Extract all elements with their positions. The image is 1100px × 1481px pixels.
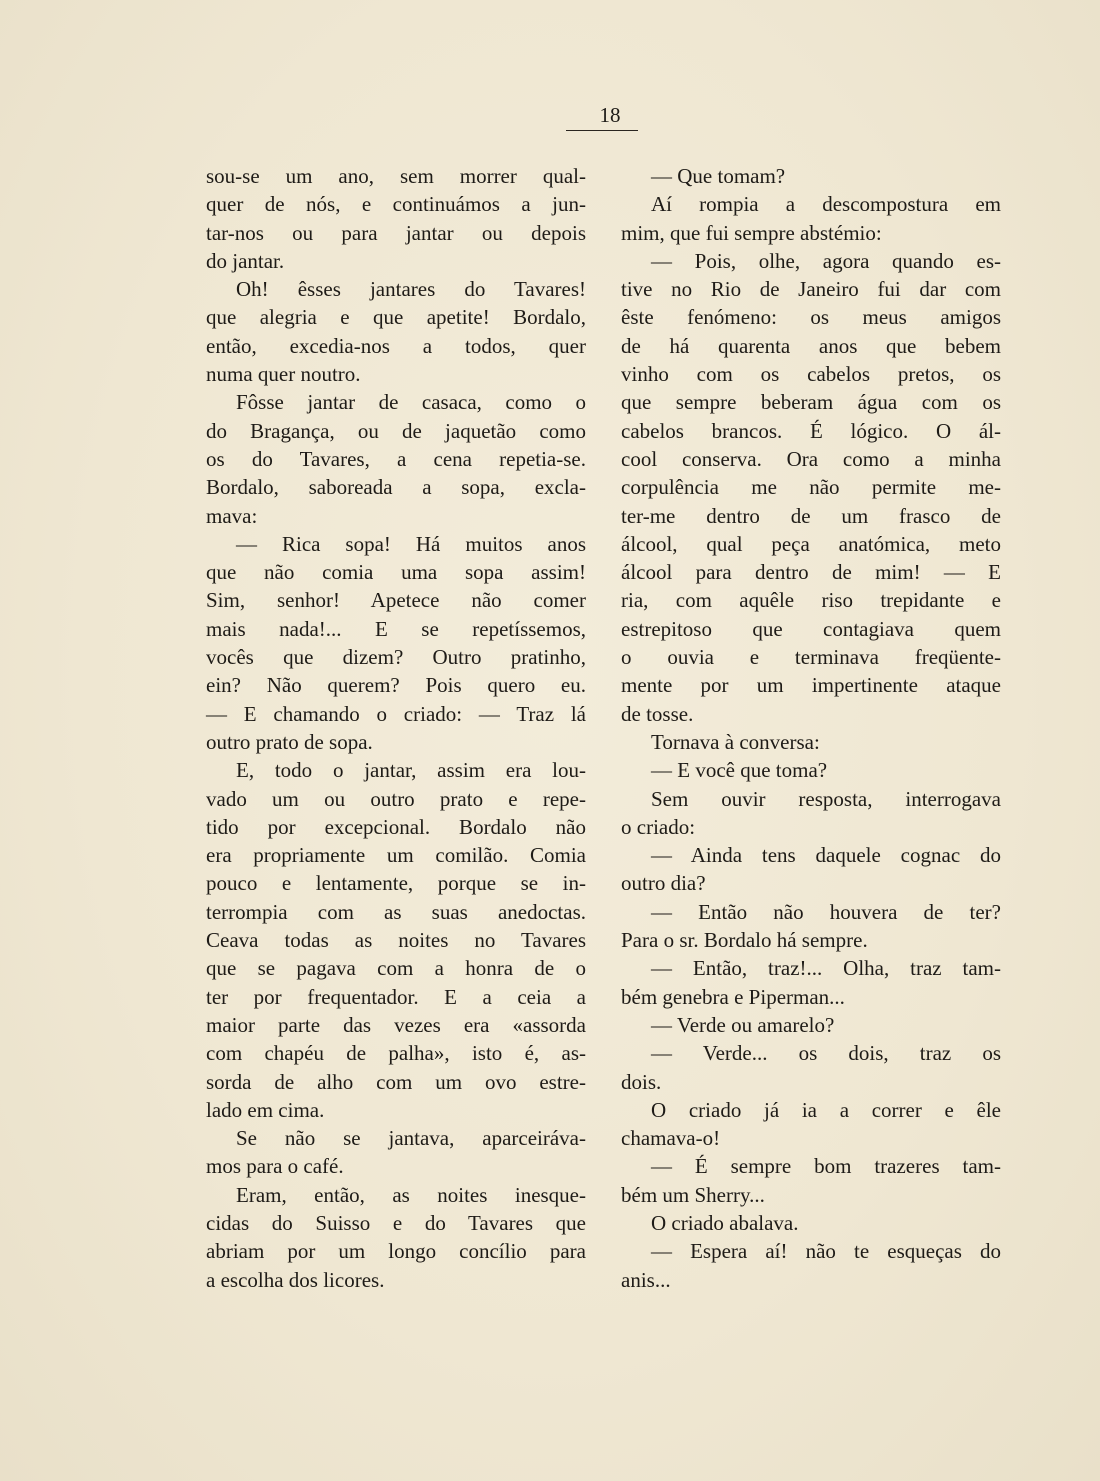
text-line: estrepitoso que contagiava quem — [621, 616, 1001, 641]
text-line: Ceava todas as noites no Tavares — [206, 928, 586, 953]
paragraph — [621, 1011, 1001, 1039]
text-line: — Pois, olhe, agora quando es- — [651, 248, 1001, 273]
paragraph — [206, 1124, 586, 1181]
paragraph — [621, 1237, 1001, 1294]
text-line: Eram, então, as noites inesque- — [236, 1182, 586, 1207]
text-line: E, todo o jantar, assim era lou- — [236, 758, 586, 783]
page-number: 18 — [599, 103, 621, 127]
paragraph — [621, 728, 1001, 756]
paragraph — [206, 388, 586, 529]
paragraph — [621, 785, 1001, 842]
right-text-column — [621, 162, 1001, 1294]
text-line: — Então, traz!... Olha, traz tam- — [651, 956, 1001, 981]
text-line: anis... — [621, 1267, 671, 1292]
text-line: vado um ou outro prato e repe- — [206, 786, 586, 811]
paragraph — [621, 190, 1001, 247]
text-line: O criado já ia a correr e êle — [651, 1097, 1001, 1122]
text-line: maior parte das vezes era «assorda — [206, 1012, 586, 1037]
text-line: outro prato de sopa. — [206, 729, 373, 754]
text-line: — Verde... os dois, traz os — [651, 1041, 1001, 1066]
text-line: Sim, senhor! Apetece não comer — [206, 588, 586, 613]
left-text-column — [206, 162, 586, 1294]
text-line: do Bragança, ou de jaquetão como — [206, 418, 586, 443]
text-line: mente por um impertinente ataque — [621, 673, 1001, 698]
text-line: Para o sr. Bordalo há sempre. — [621, 928, 868, 953]
text-line: cidas do Suisso e do Tavares que — [206, 1210, 586, 1235]
text-line: ter-me dentro de um frasco de — [621, 503, 1001, 528]
text-line: — Então não houvera de ter? — [651, 899, 1001, 924]
text-line: Aí rompia a descompostura em — [651, 192, 1001, 217]
text-line: vocês que dizem? Outro pratinho, — [206, 645, 586, 670]
text-line: então, excedia-nos a todos, quer — [206, 333, 586, 358]
text-line: mim, que fui sempre abstémio: — [621, 220, 882, 245]
text-line: ter por frequentador. E a ceia a — [206, 984, 586, 1009]
text-line: — Ainda tens daquele cognac do — [651, 843, 1001, 868]
text-line: Bordalo, saboreada a sopa, excla- — [206, 475, 586, 500]
text-line: — Verde ou amarelo? — [651, 1012, 835, 1037]
paragraph — [206, 756, 586, 1124]
text-line: com chapéu de palha», isto é, as- — [206, 1041, 586, 1066]
text-line: Tornava à conversa: — [651, 729, 820, 754]
text-line: a escolha dos licores. — [206, 1267, 385, 1292]
text-line: bém genebra e Piperman... — [621, 984, 845, 1009]
text-line: o ouvia e terminava freqüente- — [621, 645, 1001, 670]
paragraph — [621, 756, 1001, 784]
text-line: êste fenómeno: os meus amigos — [621, 305, 1001, 330]
text-line: que se pagava com a honra de o — [206, 956, 586, 981]
text-line: vinho com os cabelos pretos, os — [621, 362, 1001, 387]
text-line: O criado abalava. — [651, 1210, 799, 1235]
paragraph — [621, 1209, 1001, 1237]
text-line: os do Tavares, a cena repetia-se. — [206, 446, 586, 471]
text-line: que sempre beberam água com os — [621, 390, 1001, 415]
text-line: de há quarenta anos que bebem — [621, 333, 1001, 358]
text-line: chamava-o! — [621, 1126, 721, 1151]
paragraph — [621, 1096, 1001, 1153]
paragraph — [206, 162, 586, 275]
text-line: o criado: — [621, 814, 696, 839]
paragraph — [621, 841, 1001, 898]
text-line: — Que tomam? — [651, 164, 786, 188]
text-line: ria, com aquêle riso trepidante e — [621, 588, 1001, 613]
text-line: quer de nós, e continuámos a jun- — [206, 192, 586, 217]
text-line: — É sempre bom trazeres tam- — [651, 1154, 1001, 1179]
paragraph — [621, 1039, 1001, 1096]
text-line: álcool, qual peça anatómica, meto — [621, 531, 1001, 556]
text-line: corpulência me não permite me- — [621, 475, 1001, 500]
text-line: ein? Não querem? Pois quero eu. — [206, 673, 586, 698]
text-line: abriam por um longo concílio para — [206, 1239, 586, 1264]
text-line: que alegria e que apetite! Bordalo, — [206, 305, 586, 330]
text-line: — E chamando o criado: — Traz lá — [206, 701, 586, 726]
text-line: sorda de alho com um ovo estre- — [206, 1069, 586, 1094]
paragraph — [621, 247, 1001, 728]
text-line: pouco e lentamente, porque se in- — [206, 871, 586, 896]
text-line: Sem ouvir resposta, interrogava — [651, 786, 1001, 811]
paragraph — [621, 162, 1001, 190]
text-line: bém um Sherry... — [621, 1182, 765, 1207]
text-line: álcool para dentro de mim! — E — [621, 560, 1001, 585]
text-line: era propriamente um comilão. Comia — [206, 843, 586, 868]
text-line: — Espera aí! não te esqueças do — [651, 1239, 1001, 1264]
text-line: Fôsse jantar de casaca, como o — [236, 390, 586, 415]
text-line: Se não se jantava, aparceiráva- — [236, 1126, 586, 1151]
page-number-rule — [566, 130, 638, 131]
paragraph — [206, 275, 586, 388]
text-line: cabelos brancos. É lógico. O ál- — [621, 418, 1001, 443]
text-line: mais nada!... E se repetíssemos, — [206, 616, 586, 641]
paragraph — [206, 530, 586, 756]
text-line: cool conserva. Ora como a minha — [621, 446, 1001, 471]
text-line: dois. — [621, 1069, 662, 1094]
paragraph — [621, 954, 1001, 1011]
text-line: mos para o café. — [206, 1154, 344, 1179]
text-line: tar-nos ou para jantar ou depois — [206, 220, 586, 245]
text-line: outro dia? — [621, 871, 706, 896]
text-line: de tosse. — [621, 701, 694, 726]
text-line: tido por excepcional. Bordalo não — [206, 814, 586, 839]
text-line: que não comia uma sopa assim! — [206, 560, 586, 585]
text-line: — Rica sopa! Há muitos anos — [236, 531, 586, 556]
paragraph — [206, 1181, 586, 1294]
text-line: tive no Rio de Janeiro fui dar com — [621, 277, 1001, 302]
text-line: numa quer noutro. — [206, 362, 361, 387]
text-line: — E você que toma? — [651, 758, 828, 783]
text-line: sou-se um ano, sem morrer qual- — [206, 164, 586, 188]
text-line: lado em cima. — [206, 1097, 325, 1122]
text-line: mava: — [206, 503, 258, 528]
text-line: do jantar. — [206, 248, 285, 273]
paragraph — [621, 1152, 1001, 1209]
paragraph — [621, 898, 1001, 955]
text-line: Oh! êsses jantares do Tavares! — [236, 277, 586, 302]
text-line: terrompia com as suas anedoctas. — [206, 899, 586, 924]
